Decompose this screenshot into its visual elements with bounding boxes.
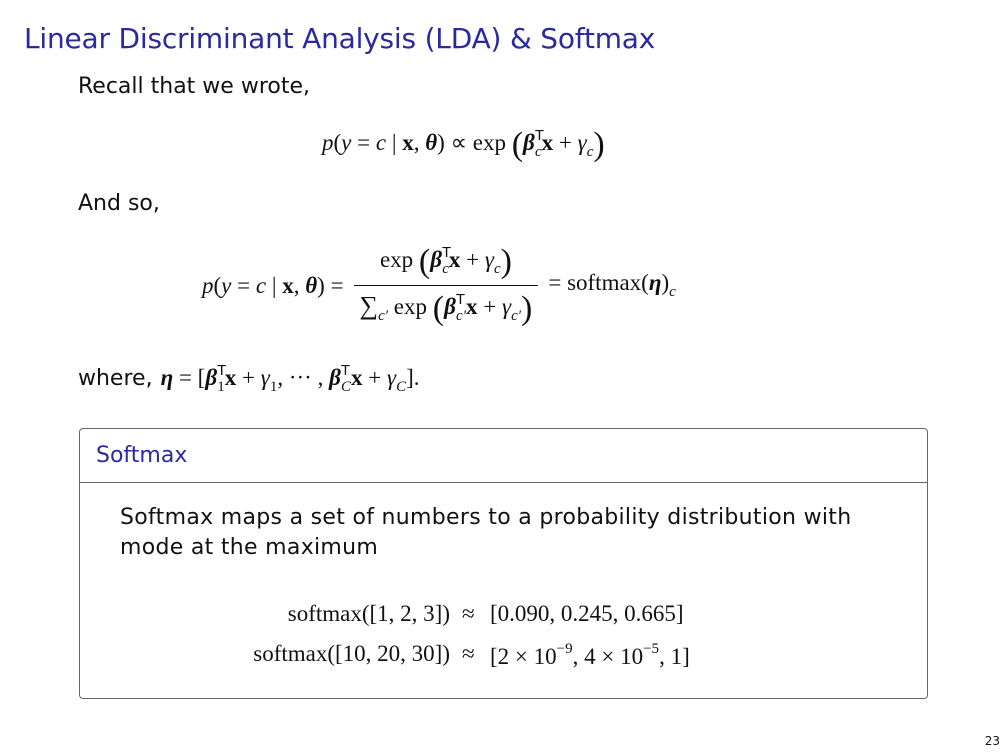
- where-label: where,: [78, 366, 153, 391]
- eta-definition-line: [78, 362, 420, 396]
- equation-proportional: p(y = c | x, $\theta) \propto \exp (\beta^T_cx + \gamma_c)$: [322, 126, 605, 163]
- and-so-text: And so,: [78, 191, 160, 216]
- example-rhs: [0.090, 0.245, 0.665]: [490, 601, 684, 626]
- softmax-block: [79, 428, 928, 699]
- approx-symbol: ≈: [462, 641, 475, 666]
- equation-eta: $\eta = [\beta^T_1x + \gamma_1$, ··· , $\beta^T_Cx + \gamma_C$].: [160, 362, 420, 395]
- intro-text: Recall that we wrote,: [78, 74, 310, 99]
- example-rhs-formatted: [$2 \times 10^{-9}$, $4 \times 10^{-5}$, 1]: [490, 641, 690, 669]
- page-number: 23: [984, 734, 1000, 748]
- block-title: Softmax: [80, 429, 927, 483]
- slide-title: Linear Discriminant Analysis (LDA) & Softmax: [24, 22, 656, 55]
- fraction-numerator: $\exp (\beta^T_cx + \gamma_c)$: [379, 243, 512, 280]
- approx-symbol: ≈: [462, 601, 475, 626]
- fraction-denominator: $\sum_{c'}$ $\exp (\beta^T_{c'}x + \gamma_{c'})$: [354, 285, 539, 328]
- softmax-examples: [240, 601, 760, 681]
- equation-softmax-definition: p(y = c | x, θ) = $\frac{\exp (\beta^T_cx + \gamma_c)}{\sum_{c'} \exp (\beta^T_{c'}x + \gamma_{c'})}$ = $softmax(\eta)_c$: [202, 243, 676, 327]
- example-row: [240, 641, 760, 681]
- example-row: [240, 601, 760, 641]
- example-lhs: softmax([1, 2, 3]): [287, 601, 450, 626]
- softmax-fraction: [354, 243, 539, 328]
- block-description: Softmax maps a set of numbers to a probability distribution with mode at the maximum: [120, 505, 852, 560]
- example-lhs: softmax([10, 20, 30]): [253, 641, 450, 666]
